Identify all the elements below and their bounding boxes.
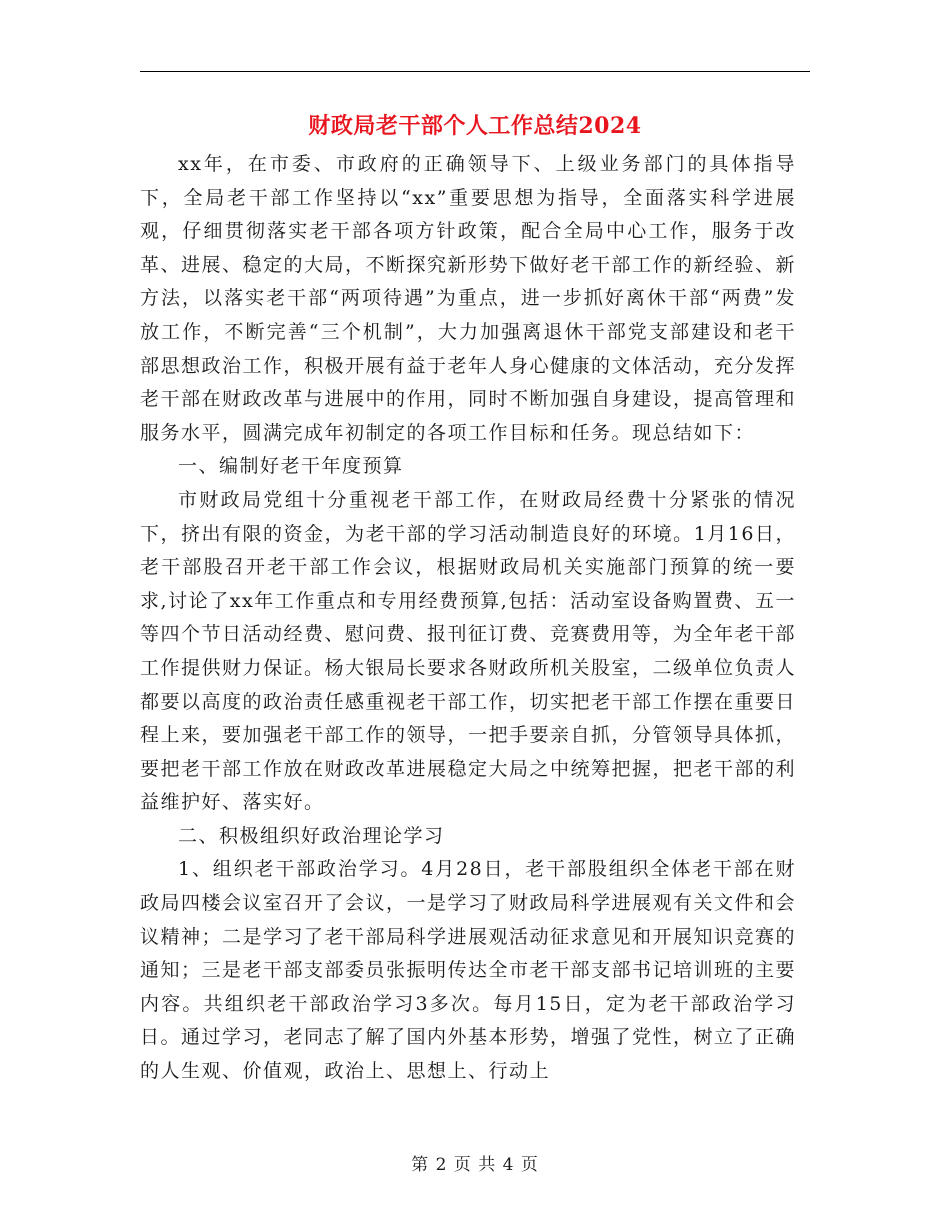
page-indicator: 第 2 页 共 4 页 xyxy=(411,1155,539,1175)
section-heading-political-study: 二、积极组织好政治理论学习 xyxy=(178,824,445,847)
section-heading-budget: 一、编制好老干年度预算 xyxy=(178,455,404,478)
document-title: 财政局老干部个人工作总结2024 xyxy=(308,113,642,139)
budget-paragraph: 市财政局党组十分重视老干部工作，在财政局经费十分紧张的情况下，挤出有限的资金，为老干部的学习活动制造良好的环境。1月16日，老干部股召开老干部工作会议，根据财政局机关实施部门预算的统一要求,讨论了xx年工作重点和专用经费预算,包括：活动室设备购置费、五一等四个节日活动经费、慰问费、报刊征订费、竞赛费用等，为全年老干部工作提供财力保证。杨大银局长要求各财政所机关股室，二级单位负责人都要以高度的政治责任感重视老干部工作，切实把老干部工作摆在重要日程上来，要加强老干部工作的领导，一把手要亲自抓，分管领导具体抓，要把老干部工作放在财政改革进展稳定大局之中统筹把握，把老干部的利益维护好、落实好。 xyxy=(140,488,797,814)
document-body xyxy=(140,148,796,1089)
header-rule xyxy=(140,71,810,72)
intro-paragraph: xx年，在市委、市政府的正确领导下、上级业务部门的具体指导下，全局老干部工作坚持以“xx”重要思想为指导，全面落实科学进展观，仔细贯彻落实老干部各项方针政策，配合全局中心工作，服务于改革、进展、稳定的大局，不断探究新形势下做好老干部工作的新经验、新方法，以落实老干部“两项待遇”为重点，进一步抓好离休干部“两费”发放工作，不断完善“三个机制”，大力加强离退休干部党支部建设和老干部思想政治工作，积极开展有益于老年人身心健康的文体活动，充分发挥老干部在财政改革与进展中的作用，同时不断加强自身建设，提高管理和服务水平，圆满完成年初制定的各项工作目标和任务。现总结如下： xyxy=(140,153,797,444)
political-study-paragraph: 1、组织老干部政治学习。4月28日，老干部股组织全体老干部在财政局四楼会议室召开了会议，一是学习了财政局科学进展观有关文件和会议精神；二是学习了老干部局科学进展观活动征求意见和开展知识竞赛的通知；三是老干部支部委员张振明传达全市老干部支部书记培训班的主要内容。共组织老干部政治学习3多次。每月15日，定为老干部政治学习日。通过学习，老同志了解了国内外基本形势，增强了党性，树立了正确的人生观、价值观，政治上、思想上、行动上 xyxy=(140,858,797,1083)
